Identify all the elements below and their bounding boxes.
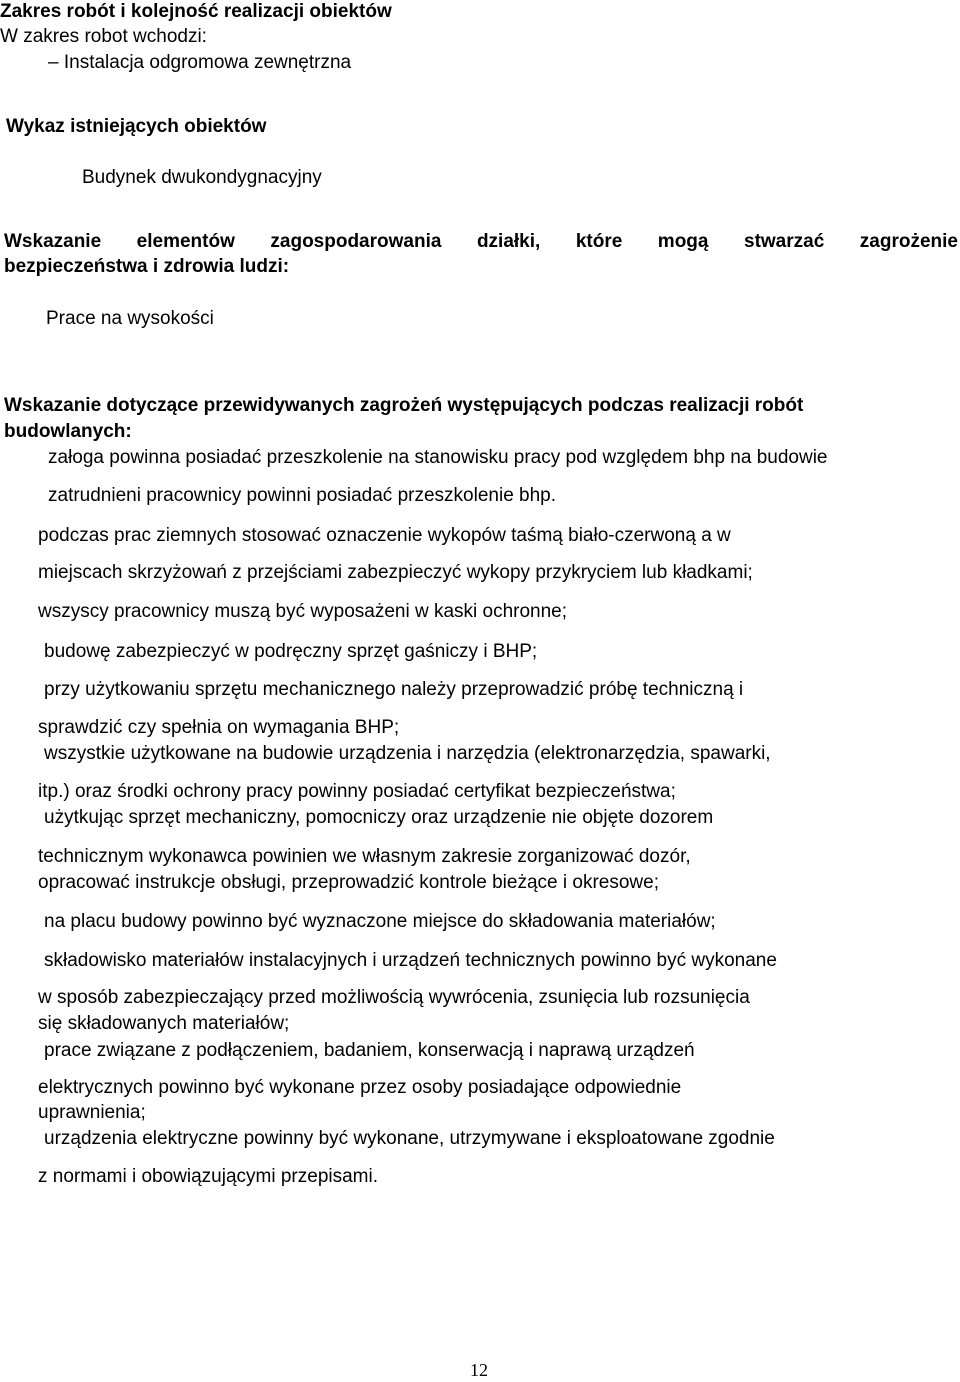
heading-elements-word: które <box>575 231 623 252</box>
hazard-line: prace związane z podłączeniem, badaniem, konserwacją i naprawą urządzeń <box>44 1040 695 1061</box>
heading-elements-word: zagrożenie <box>859 231 958 252</box>
heading-hazards-line2: budowlanych: <box>4 421 132 442</box>
scope-item: – Instalacja odgromowa zewnętrzna <box>48 52 352 73</box>
hazard-line: miejscach skrzyżowań z przejściami zabezpieczyć wykopy przykryciem lub kładkami; <box>38 562 753 583</box>
heading-scope: Zakres robót i kolejność realizacji obiektów <box>0 1 392 22</box>
hazard-line: itp.) oraz środki ochrony pracy powinny posiadać certyfikat bezpieczeństwa; <box>38 781 676 802</box>
hazard-line: urządzenia elektryczne powinny być wykonane, utrzymywane i eksploatowane zgodnie <box>44 1128 775 1149</box>
heading-elements-word: zagospodarowania <box>270 231 442 252</box>
page-number: 12 <box>470 1360 488 1380</box>
hazard-line: składowisko materiałów instalacyjnych i urządzeń technicznych powinno być wykonane <box>44 950 777 971</box>
scope-intro: W zakres robot wchodzi: <box>0 26 207 47</box>
hazard-line: się składowanych materiałów; <box>38 1013 290 1034</box>
hazard-line: wszyscy pracownicy muszą być wyposażeni w kaski ochronne; <box>38 601 568 622</box>
hazard-line: technicznym wykonawca powinien we własnym zakresie zorganizować dozór, <box>38 846 691 867</box>
hazard-line: w sposób zabezpieczający przed możliwością wywrócenia, zsunięcia lub rozsunięcia <box>38 987 750 1008</box>
elements-item: Prace na wysokości <box>46 308 214 329</box>
heading-elements-word: Wskazanie <box>4 231 102 252</box>
hazard-line: opracować instrukcje obsługi, przeprowadzić kontrole bieżące i okresowe; <box>38 872 659 893</box>
hazard-line: budowę zabezpieczyć w podręczny sprzęt gaśniczy i BHP; <box>44 641 538 662</box>
heading-elements-line2: bezpieczeństwa i zdrowia ludzi: <box>4 256 290 277</box>
heading-hazards-line1: Wskazanie dotyczące przewidywanych zagrożeń występujących podczas realizacji robót <box>4 395 804 416</box>
hazard-line: przy użytkowaniu sprzętu mechanicznego należy przeprowadzić próbę techniczną i <box>44 679 744 700</box>
hazard-line: wszystkie użytkowane na budowie urządzenia i narzędzia (elektronarzędzia, spawarki, <box>44 743 771 764</box>
heading-elements-word: elementów <box>136 231 235 252</box>
hazard-line: podczas prac ziemnych stosować oznaczenie wykopów taśmą biało-czerwoną a w <box>38 525 731 546</box>
hazard-line: z normami i obowiązującymi przepisami. <box>38 1166 378 1187</box>
hazard-line: sprawdzić czy spełnia on wymagania BHP; <box>38 717 400 738</box>
hazard-line: użytkując sprzęt mechaniczny, pomocniczy oraz urządzenie nie objęte dozorem <box>44 807 714 828</box>
hazard-line: załoga powinna posiadać przeszkolenie na stanowisku pracy pod względem bhp na budowie <box>48 447 828 468</box>
hazard-line: zatrudnieni pracownicy powinni posiadać przeszkolenie bhp. <box>48 485 557 506</box>
heading-existing: Wykaz istniejących obiektów <box>6 116 267 137</box>
heading-elements-word: stwarzać <box>744 231 825 252</box>
hazard-line: uprawnienia; <box>38 1102 146 1123</box>
heading-elements-word: działki, <box>476 231 541 252</box>
hazard-line: elektrycznych powinno być wykonane przez osoby posiadające odpowiednie <box>38 1077 682 1098</box>
heading-elements-line1 <box>4 230 958 254</box>
heading-elements-word: mogą <box>657 231 709 252</box>
existing-item: Budynek dwukondygnacyjny <box>82 167 322 188</box>
hazard-line: na placu budowy powinno być wyznaczone miejsce do składowania materiałów; <box>44 911 716 932</box>
